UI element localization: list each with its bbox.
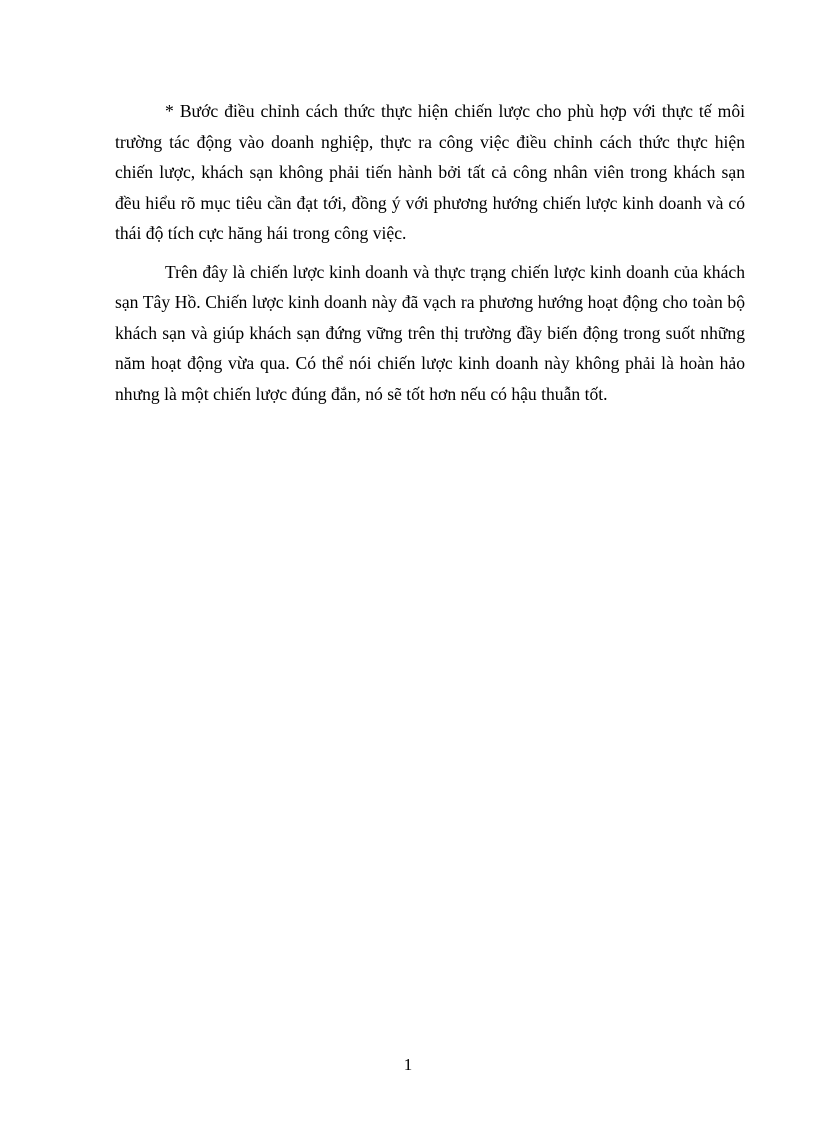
page-number: 1 — [403, 1055, 413, 1074]
paragraph-summary: Trên đây là chiến lược kinh doanh và thực trạng chiến lược kinh doanh của khách sạn Tây Hồ. Chiến lược kinh doanh này đã vạch ra phương hướng hoạt động cho toàn bộ khách sạn và giúp khách sạn đứng vững trên thị trường đầy biến động trong suốt những năm hoạt động vừa qua. Có thể nói chiến lược kinh doanh này không phải là hoàn hảo nhưng là một chiến lược đúng đắn, nó sẽ tốt hơn nếu có hậu thuẫn tốt. — [115, 261, 745, 404]
paragraph-strategy-adjustment: * Bước điều chỉnh cách thức thực hiện chiến lược cho phù hợp với thực tế môi trường tác động vào doanh nghiệp, thực ra công việc điều chỉnh cách thức thực hiện chiến lược, khách sạn không phải tiến hành bởi tất cả công nhân viên trong khách sạn đều hiểu rõ mục tiêu cần đạt tới, đồng ý với phương hướng chiến lược kinh doanh và có thái độ tích cực hăng hái trong công việc. — [115, 101, 745, 243]
body-text — [115, 96, 745, 417]
